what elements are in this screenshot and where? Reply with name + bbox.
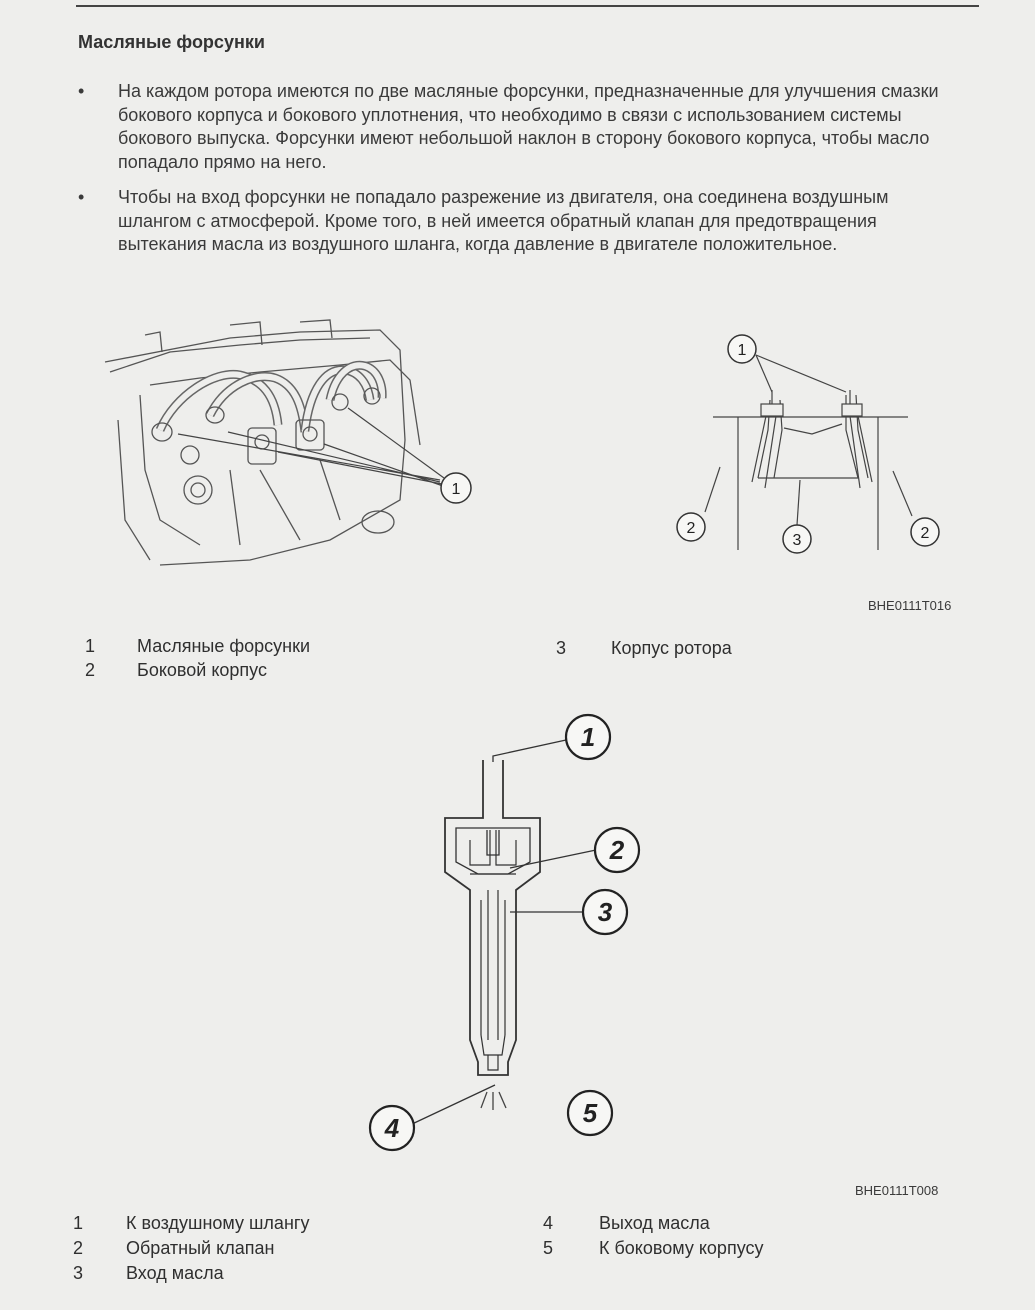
legend-number: 5 xyxy=(543,1238,554,1258)
callout-c2 xyxy=(595,828,639,872)
nozzle-body xyxy=(445,760,540,1075)
callout-2-right xyxy=(911,518,939,546)
callout-2-label: 2 xyxy=(609,835,625,865)
legend-text: Вход масла xyxy=(126,1263,224,1283)
bullet-marker: • xyxy=(78,81,85,101)
callout-c5 xyxy=(568,1091,612,1135)
legend-text: Корпус ротора xyxy=(611,638,732,658)
legend-number: 1 xyxy=(73,1213,84,1233)
callout-c1 xyxy=(566,715,610,759)
legend-number: 2 xyxy=(85,660,96,680)
callout-3-label: 3 xyxy=(792,532,802,549)
figure2-code: BHE0111T008 xyxy=(855,1183,939,1198)
legend-text: Обратный клапан xyxy=(126,1238,275,1258)
bullet-marker: • xyxy=(78,187,85,207)
legend-text: Выход масла xyxy=(599,1213,710,1233)
callout-c4 xyxy=(370,1106,414,1150)
callout-1-engine xyxy=(441,473,471,503)
callout-1-label: 1 xyxy=(451,481,461,498)
legend-number: 4 xyxy=(543,1213,554,1233)
figure1-legend-item xyxy=(556,638,732,659)
figure1-legend-item xyxy=(85,636,311,657)
legend-text: К боковому корпусу xyxy=(599,1238,764,1258)
figure2-legend-item xyxy=(73,1238,275,1259)
figure2-legend-item xyxy=(543,1238,764,1259)
callout-2-label: 2 xyxy=(920,525,930,542)
callout-2-left xyxy=(677,513,705,541)
engine-drawing xyxy=(105,320,420,565)
callout-1-section xyxy=(728,335,756,363)
legend-text: Масляные форсунки xyxy=(137,636,311,656)
legend-text: К воздушному шлангу xyxy=(126,1213,310,1233)
figure1-legend-item xyxy=(85,660,267,681)
callout-3-label: 3 xyxy=(597,897,613,927)
figure2-legend-item xyxy=(543,1213,710,1234)
bullet-text: Чтобы на вход форсунки не попадало разрежение из двигателя, она соединена воздушным шлангом с атмосферой. Кроме того, в ней имеется обратный клапан для предотвращения вытекания масла из воздушного шланга, когда давление в двигателе положительное. xyxy=(118,187,889,254)
callout-c3 xyxy=(583,890,627,934)
figure2-legend-item xyxy=(73,1213,310,1234)
callout-2-label: 2 xyxy=(686,520,696,537)
callout-1-label: 1 xyxy=(737,342,747,359)
legend-number: 1 xyxy=(85,636,96,656)
figure2-diagram xyxy=(0,690,1035,1190)
legend-number: 2 xyxy=(73,1238,84,1258)
callout-1-label: 1 xyxy=(580,722,596,752)
callout-4-label: 4 xyxy=(384,1113,400,1143)
nozzle-spray xyxy=(481,1092,506,1110)
callout-5-label: 5 xyxy=(582,1098,598,1128)
section-title: Масляные форсунки xyxy=(78,32,265,52)
bullet-text: На каждом ротора имеются по две масляные форсунки, предназначенные для улучшения смазки бокового корпуса и бокового уплотнения, что необходимо в связи с использованием системы бокового выпуска. Форсунки имеют небольшой наклон в сторону бокового корпуса, чтобы масло попадало прямо на него. xyxy=(118,81,939,172)
figure1-diagram xyxy=(0,0,1035,640)
callout-3 xyxy=(783,525,811,553)
section-diagram xyxy=(705,355,912,550)
figure2-legend-item xyxy=(73,1263,224,1284)
legend-number: 3 xyxy=(73,1263,84,1283)
legend-text: Боковой корпус xyxy=(137,660,267,680)
figure1-code: BHE0111T016 xyxy=(868,598,952,613)
legend-number: 3 xyxy=(556,638,567,658)
